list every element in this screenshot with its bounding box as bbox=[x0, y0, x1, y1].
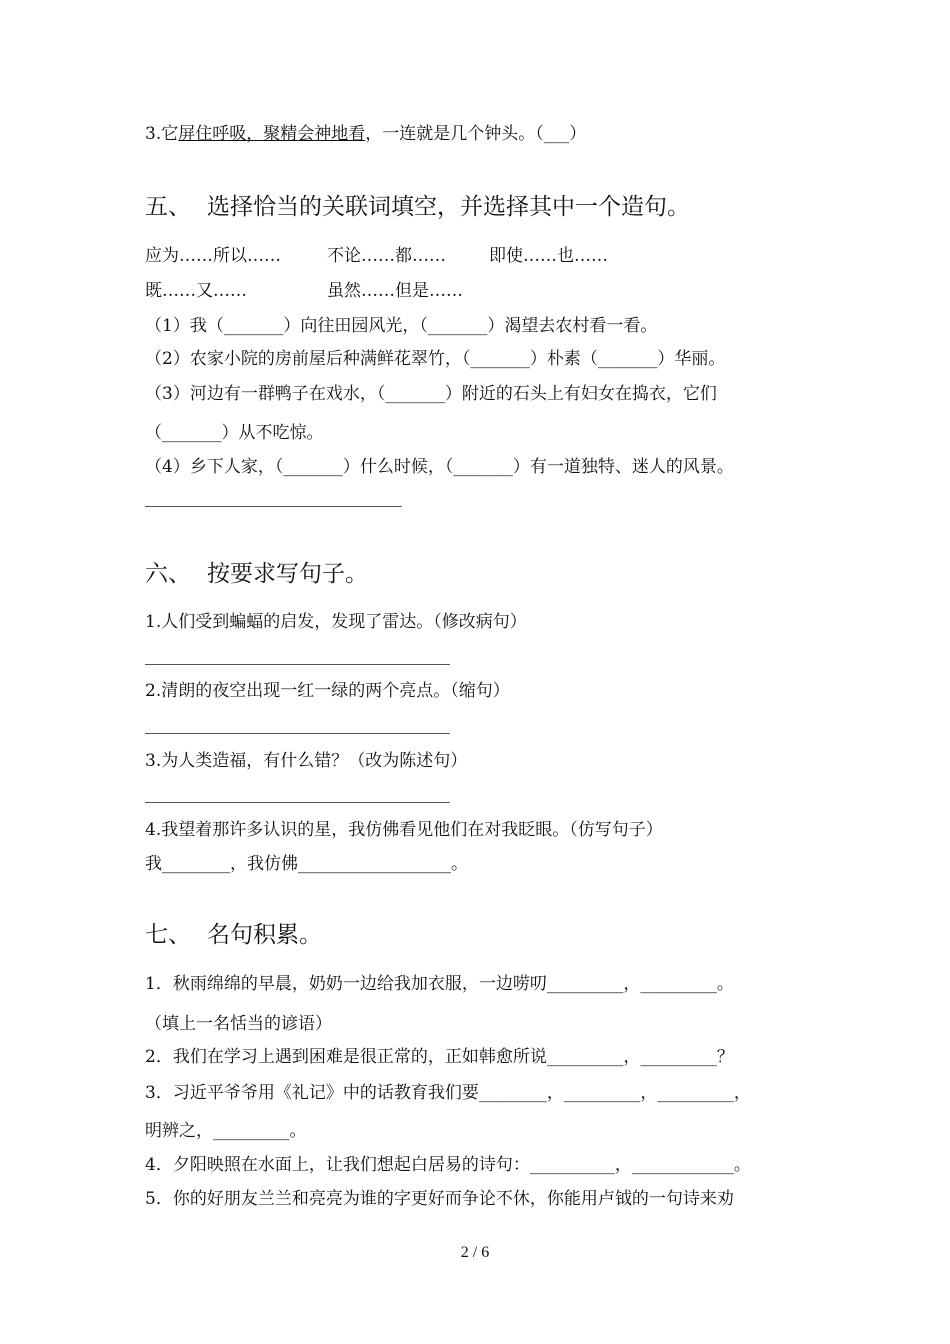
section-7-number: 七、 bbox=[145, 922, 191, 948]
s4-item3-pre: 3.它 bbox=[145, 124, 179, 144]
s6-answer-line-1 bbox=[145, 664, 450, 665]
s4-item3-underlined: 屏住呼吸，聚精会神地看 bbox=[178, 124, 366, 144]
s5-option: 既……又…… bbox=[145, 281, 247, 301]
s7-question-4: 4．夕阳映照在水面上，让我们想起白居易的诗句：__________，____________。 bbox=[145, 1155, 751, 1175]
s5-options-row-1 bbox=[145, 244, 608, 268]
s6-question-2: 2.清朗的夜空出现一红一绿的两个亮点。（缩句） bbox=[145, 681, 510, 701]
s7-question-1a: 1．秋雨绵绵的早晨，奶奶一边给我加衣服，一边唠叨_________，_________。 bbox=[145, 974, 734, 994]
s5-answer-line bbox=[145, 506, 402, 507]
s6-question-4: 4.我望着那许多认识的星，我仿佛看见他们在对我眨眼。（仿写句子） bbox=[145, 820, 663, 840]
s5-question-3b: （_______）从不吃惊。 bbox=[145, 423, 324, 443]
section-5-title: 选择恰当的关联词填空，并选择其中一个造句。 bbox=[207, 194, 690, 220]
section-5-number: 五、 bbox=[145, 194, 191, 220]
section-7-heading bbox=[145, 920, 322, 950]
s6-question-4-answer: 我________，我仿佛__________________。 bbox=[145, 854, 468, 874]
s5-question-1: （1）我（_______）向往田园风光，（_______）渴望去农村看一看。 bbox=[145, 316, 658, 336]
s6-answer-line-3 bbox=[145, 802, 450, 803]
s4-item3-post: ，一连就是几个钟头。（___） bbox=[365, 124, 587, 144]
s5-question-4: （4）乡下人家，（_______）什么时候，（_______）有一道独特、迷人的风景。 bbox=[145, 457, 734, 477]
s7-question-3b: 明辨之，_________。 bbox=[145, 1121, 307, 1141]
section-6-title: 按要求写句子。 bbox=[207, 561, 368, 587]
section-6-number: 六、 bbox=[145, 561, 191, 587]
s5-option: 不论……都…… bbox=[327, 246, 446, 266]
s7-question-1b: （填上一名恬当的谚语） bbox=[145, 1014, 332, 1034]
s5-option: 虽然……但是…… bbox=[327, 281, 463, 301]
s5-option: 即使……也…… bbox=[489, 246, 608, 266]
s6-question-3: 3.为人类造福，有什么错？（改为陈述句） bbox=[145, 751, 468, 771]
s5-question-3a: （3）河边有一群鸭子在戏水，（_______）附近的石头上有妇女在捣衣，它们 bbox=[145, 384, 717, 404]
s7-question-5: 5．你的好朋友兰兰和亮亮为谁的字更好而争论不休，你能用卢钺的一句诗来劝 bbox=[145, 1189, 734, 1209]
s5-options-row-2 bbox=[145, 279, 463, 303]
section-5-heading bbox=[145, 192, 690, 222]
section-7-title: 名句积累。 bbox=[207, 922, 322, 948]
section-6-heading bbox=[145, 559, 368, 589]
s4-item-3 bbox=[145, 122, 586, 146]
s7-question-3a: 3．习近平爷爷用《礼记》中的话教育我们要________，_________，_________， bbox=[145, 1083, 751, 1103]
s6-question-1: 1.人们受到蝙蝠的启发，发现了雷达。（修改病句） bbox=[145, 612, 527, 632]
s5-option: 应为……所以…… bbox=[145, 246, 281, 266]
s5-question-2: （2）农家小院的房前屋后种满鲜花翠竹，（_______）朴素（_______）华丽。 bbox=[145, 349, 726, 369]
s6-answer-line-2 bbox=[145, 733, 450, 734]
page-number: 2 / 6 bbox=[460, 1244, 490, 1261]
s7-question-2: 2．我们在学习上遇到困难是很正常的，正如韩愈所说_________，_________？ bbox=[145, 1047, 734, 1067]
